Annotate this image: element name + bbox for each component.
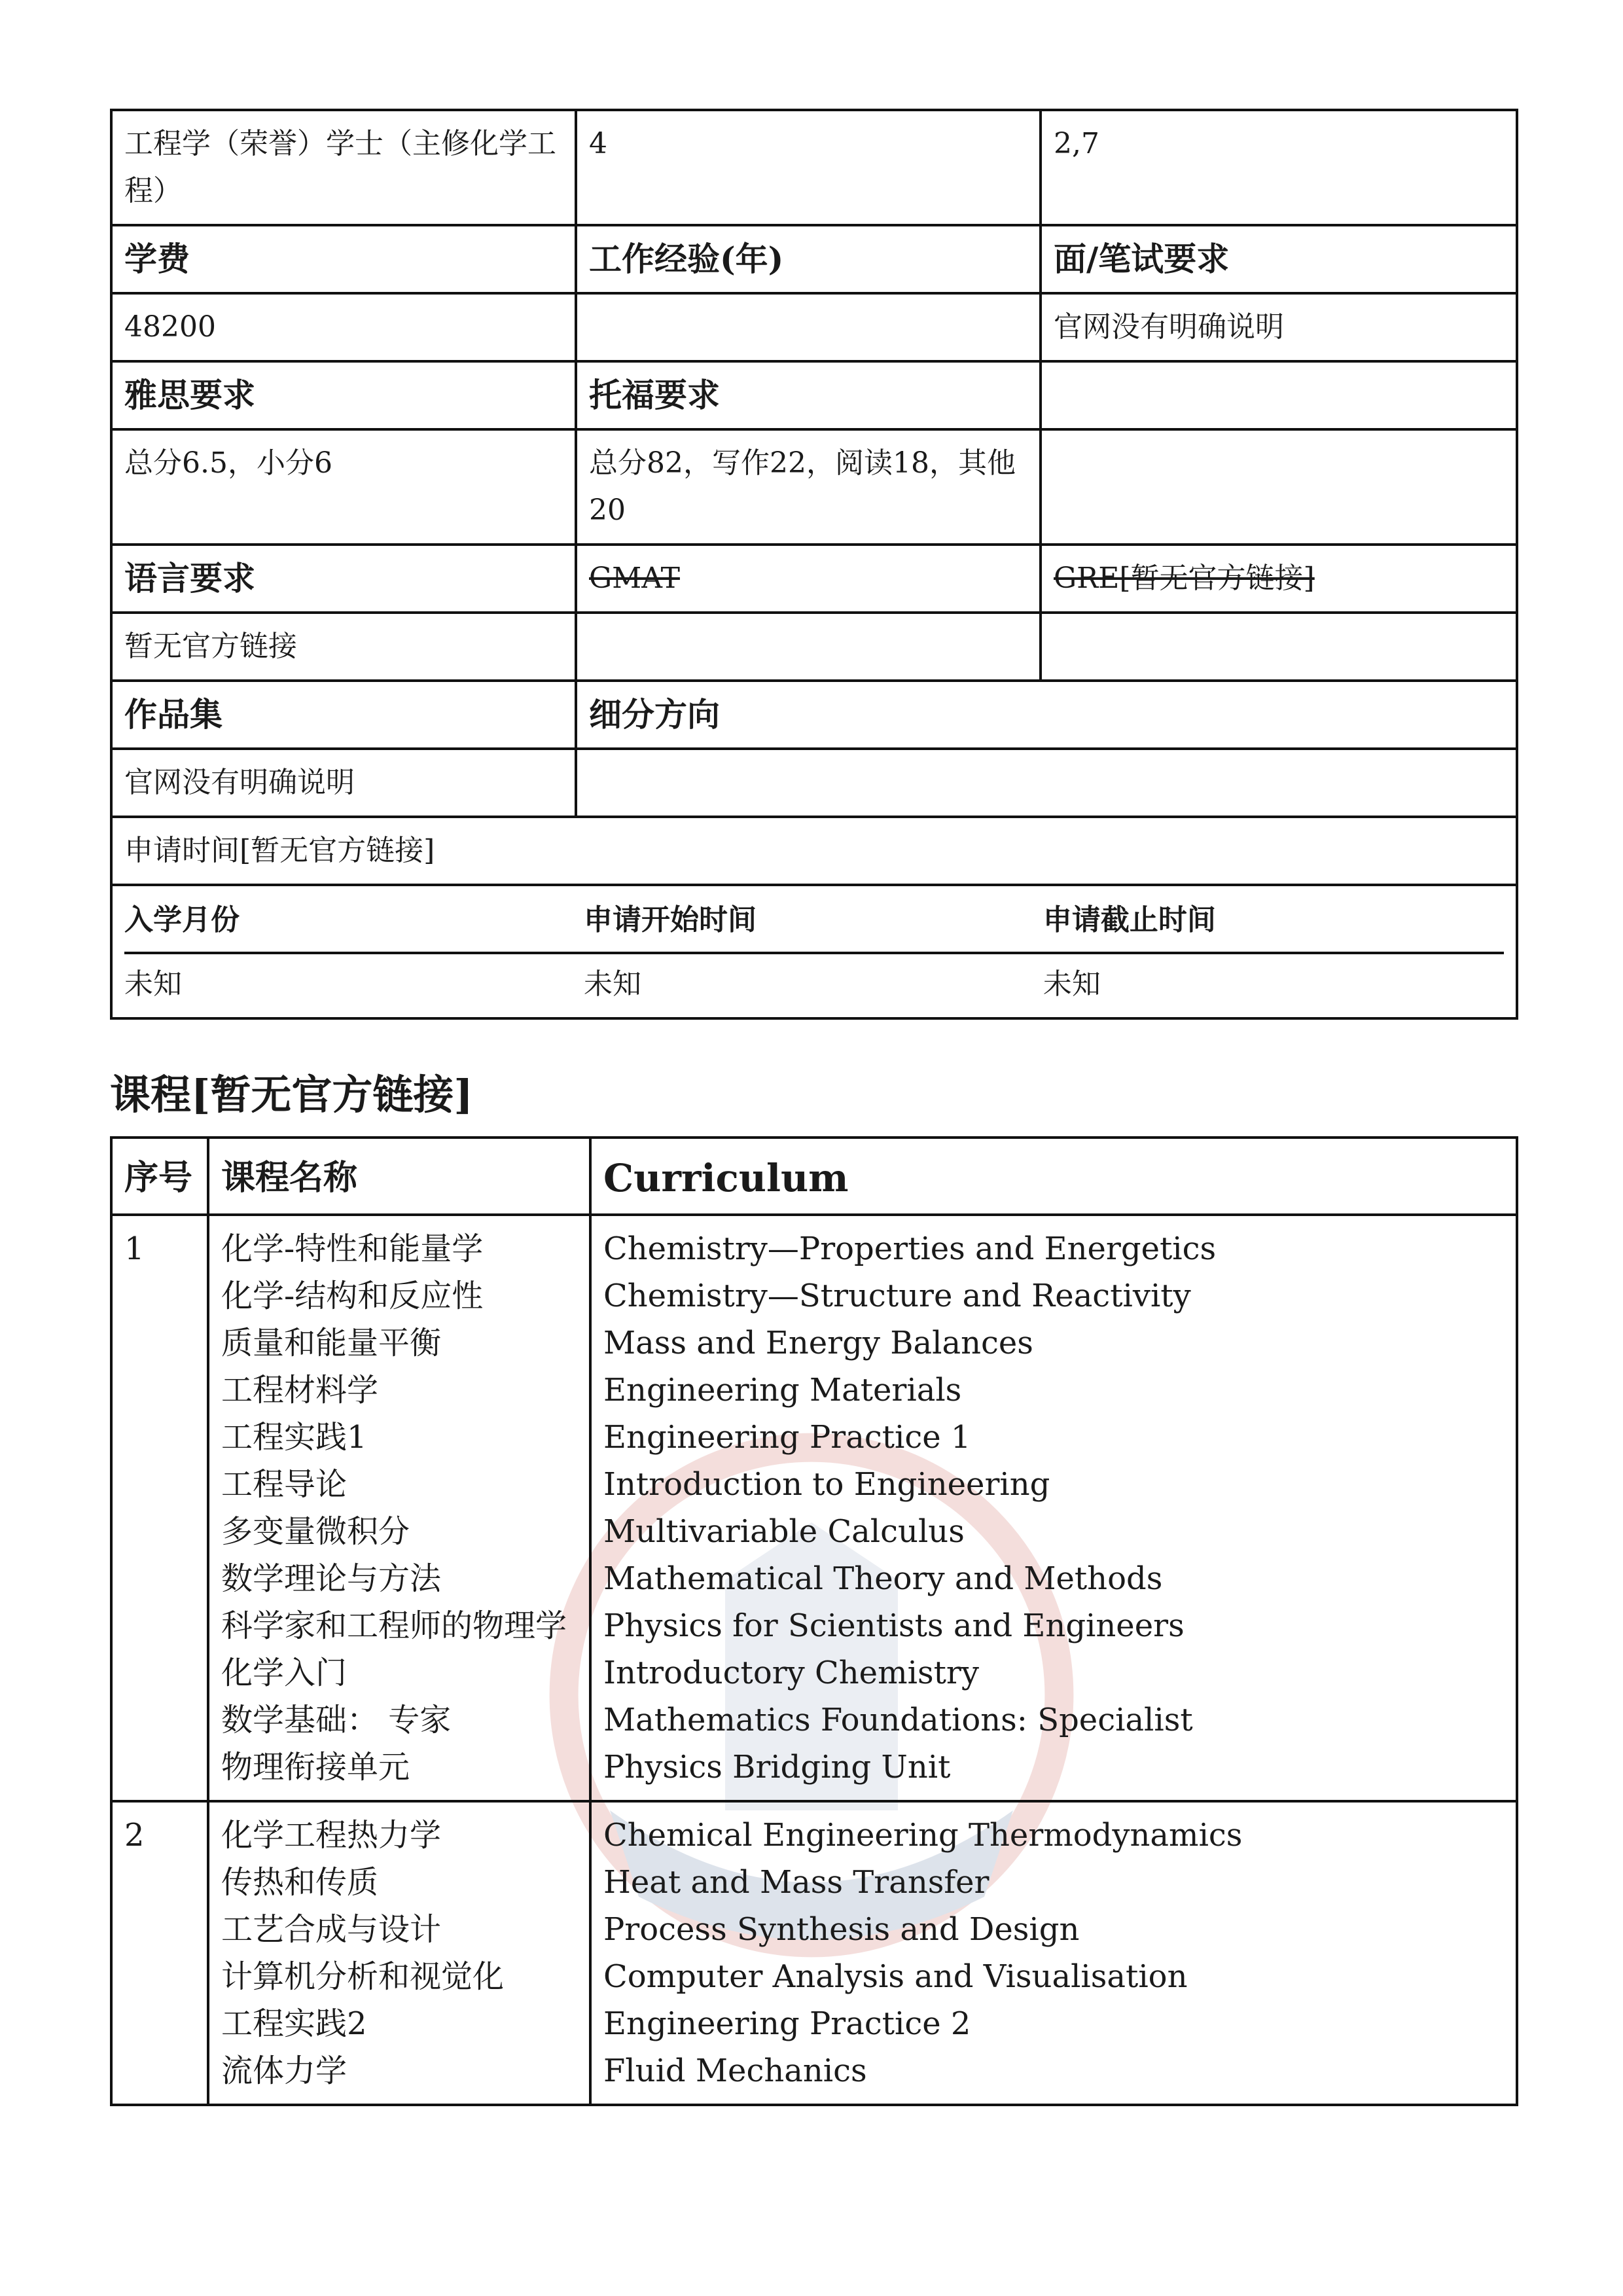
course-row — [111, 1215, 1517, 1801]
tuition-label: 学费 — [111, 225, 576, 293]
course-name-zh: 质量和能量平衡 — [221, 1325, 442, 1361]
course-name-en: Heat and Mass Transfer — [603, 1864, 990, 1901]
direction-value — [576, 749, 1517, 817]
gmat-value — [576, 613, 1041, 681]
application-start-value: 未知 — [583, 967, 641, 1001]
course-name-en: Engineering Practice 1 — [603, 1419, 971, 1456]
course-name-zh: 科学家和工程师的物理学 — [221, 1607, 567, 1644]
course-name-zh-header: 课程名称 — [208, 1138, 590, 1215]
course-row — [111, 1801, 1517, 2105]
course-name-en: Multivariable Calculus — [603, 1513, 965, 1550]
application-time-label: 申请时间[暂无官方链接] — [111, 817, 1517, 885]
language-label: 语言要求 — [111, 545, 576, 613]
course-name-en: Mathematics Foundations: Specialist — [603, 1702, 1193, 1738]
application-deadline-value: 未知 — [1043, 967, 1101, 1001]
course-row-index: 1 — [111, 1215, 208, 1801]
gre-value — [1041, 613, 1517, 681]
empty-value-cell — [1041, 429, 1517, 545]
course-name-en: Mathematical Theory and Methods — [603, 1560, 1163, 1597]
course-name-zh: 物理衔接单元 — [221, 1749, 410, 1785]
course-names-en — [590, 1801, 1517, 2105]
ielts-value: 总分6.5，小分6 — [111, 429, 576, 545]
course-name-en: Engineering Materials — [603, 1372, 962, 1408]
course-name-zh: 工程实践1 — [221, 1419, 367, 1456]
toefl-label: 托福要求 — [576, 361, 1041, 429]
course-name-en: Mass and Energy Balances — [603, 1325, 1033, 1361]
course-table — [110, 1136, 1518, 2106]
course-name-en: Process Synthesis and Design — [603, 1911, 1080, 1948]
toefl-value: 总分82，写作22，阅读18，其他20 — [576, 429, 1041, 545]
course-name-zh: 数学基础： 专家 — [221, 1702, 452, 1738]
course-row-index: 2 — [111, 1801, 208, 2105]
course-name-en: Chemical Engineering Thermodynamics — [603, 1817, 1243, 1854]
course-name-zh: 化学-结构和反应性 — [221, 1278, 484, 1314]
course-name-zh: 流体力学 — [221, 2053, 348, 2089]
gmat-label: GMAT — [576, 545, 1041, 613]
interview-value: 官网没有明确说明 — [1041, 293, 1517, 361]
course-name-zh: 多变量微积分 — [221, 1513, 410, 1550]
intake-month-label: 入学月份 — [124, 897, 584, 953]
interview-label: 面/笔试要求 — [1041, 225, 1517, 293]
application-dates-table — [124, 897, 1504, 1008]
course-name-zh: 传热和传质 — [221, 1864, 379, 1901]
tuition-value: 48200 — [111, 293, 576, 361]
course-rows — [111, 1215, 1517, 2105]
course-name-zh: 化学工程热力学 — [221, 1817, 442, 1854]
portfolio-value: 官网没有明确说明 — [111, 749, 576, 817]
course-name-zh: 计算机分析和视觉化 — [221, 1958, 505, 1995]
course-name-zh: 化学入门 — [221, 1655, 348, 1691]
work-experience-label: 工作经验(年) — [576, 225, 1041, 293]
ielts-label: 雅思要求 — [111, 361, 576, 429]
course-name-en: Chemistry—Properties and Energetics — [603, 1230, 1217, 1267]
program-name: 工程学（荣誉）学士（主修化学工程） — [111, 110, 576, 225]
admission-info-table — [110, 109, 1518, 1020]
direction-label: 细分方向 — [576, 681, 1517, 749]
course-name-en: Physics for Scientists and Engineers — [603, 1607, 1185, 1644]
course-names-zh — [208, 1801, 590, 2105]
gre-label: GRE[暂无官方链接] — [1041, 545, 1517, 613]
course-name-zh: 数学理论与方法 — [221, 1560, 442, 1597]
course-section-heading: 课程[暂无官方链接] — [110, 1071, 473, 1119]
course-name-en: Fluid Mechanics — [603, 2053, 867, 2089]
course-name-en-header: Curriculum — [590, 1138, 1517, 1215]
course-name-zh: 工艺合成与设计 — [221, 1911, 442, 1948]
course-index-header: 序号 — [111, 1138, 208, 1215]
work-experience-value — [576, 293, 1041, 361]
portfolio-label: 作品集 — [111, 681, 576, 749]
course-names-en — [590, 1215, 1517, 1801]
language-value: 暂无官方链接 — [111, 613, 576, 681]
course-name-zh: 工程实践2 — [221, 2005, 367, 2042]
application-dates-cell — [111, 885, 1517, 1018]
empty-header-cell — [1041, 361, 1517, 429]
course-name-en: Introduction to Engineering — [603, 1466, 1050, 1503]
course-name-zh: 工程材料学 — [221, 1372, 379, 1408]
course-names-zh — [208, 1215, 590, 1801]
application-deadline-label: 申请截止时间 — [1043, 897, 1504, 953]
intake-month-value: 未知 — [124, 967, 182, 1001]
course-name-en: Chemistry—Structure and Reactivity — [603, 1278, 1191, 1314]
course-name-en: Computer Analysis and Visualisation — [603, 1958, 1188, 1995]
program-campus-code: 2,7 — [1041, 110, 1517, 225]
course-name-en: Introductory Chemistry — [603, 1655, 979, 1691]
course-name-en: Engineering Practice 2 — [603, 2005, 971, 2042]
course-name-zh: 工程导论 — [221, 1466, 348, 1503]
course-name-en: Physics Bridging Unit — [603, 1749, 951, 1785]
program-duration: 4 — [576, 110, 1041, 225]
course-name-zh: 化学-特性和能量学 — [221, 1230, 484, 1267]
application-start-label: 申请开始时间 — [584, 897, 1043, 953]
